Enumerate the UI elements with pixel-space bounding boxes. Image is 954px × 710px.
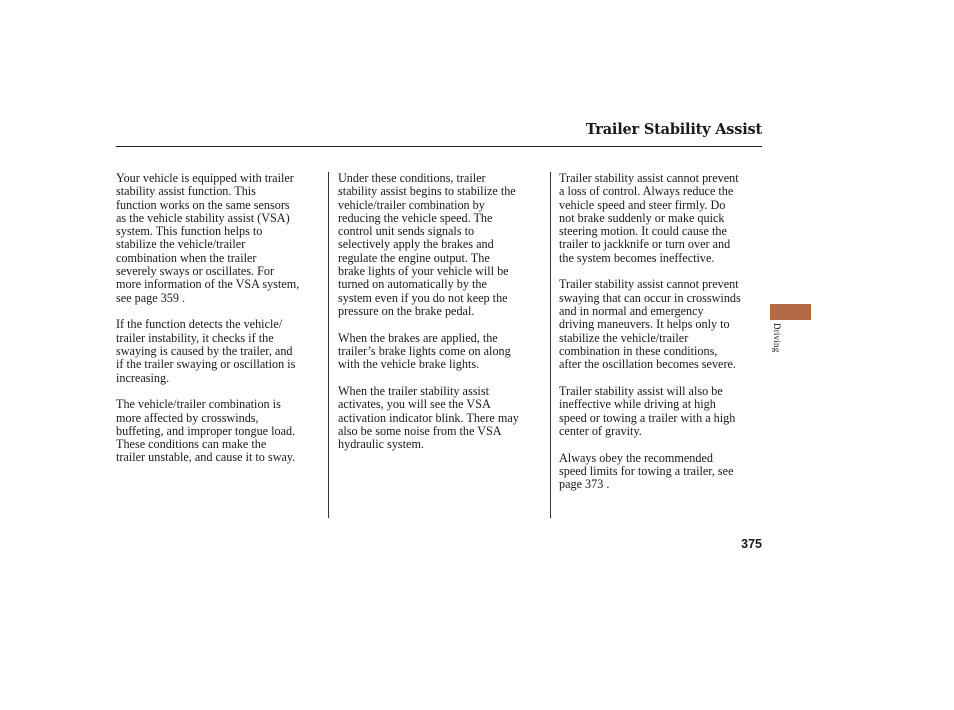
- page-title: Trailer Stability Assist: [585, 121, 762, 138]
- column-divider: [550, 172, 551, 518]
- section-label: Driving: [772, 323, 782, 353]
- text-column-3: [559, 172, 767, 505]
- text-column-2: [338, 172, 546, 465]
- text-column-1: [116, 172, 324, 478]
- paragraph: Trailer stability assist cannot prevent a loss of control. Always reduce the vehicle speed and steer firmly. Do not brake suddenly or make quick steering motion. It could cause the trailer to jackknife or turn over and the system becomes ineffective.: [559, 171, 739, 265]
- column-divider: [328, 172, 329, 518]
- paragraph: Under these conditions, trailer stability assist begins to stabilize the vehicle/trailer combination by reducing the vehicle speed. The control unit sends signals to selectively apply the brakes and regulate the engine output. The brake lights of your vehicle will be turned on automatically by the system even if you do not keep the pressure on the brake pedal.: [338, 171, 516, 318]
- section-tab-marker: [770, 304, 811, 320]
- paragraph: Trailer stability assist cannot prevent swaying that can occur in crosswinds and in normal and emergency driving maneuvers. It helps only to stabilize the vehicle/trailer combination in these conditions, after the oscillation becomes severe.: [559, 277, 741, 372]
- title-divider: [116, 146, 762, 147]
- paragraph: When the trailer stability assist activates, you will see the VSA activation indicator blink. There may also be some noise from the VSA hydraulic system.: [338, 383, 519, 452]
- paragraph: When the brakes are applied, the trailer’s brake lights come on along with the vehicle brake lights.: [338, 330, 511, 372]
- paragraph: The vehicle/trailer combination is more affected by crosswinds, buffeting, and improper tongue load. These conditions can make the trailer unstable, and cause it to sway.: [116, 397, 296, 465]
- page-number: 375: [741, 537, 762, 551]
- paragraph: Always obey the recommended speed limits for towing a trailer, see page 373 .: [559, 450, 734, 492]
- paragraph: Your vehicle is equipped with trailer stability assist function. This function works on the same sensors as the vehicle stability assist (VSA) system. This function helps to stabilize the vehicle/trailer combination when the trailer severely sways or oscillates. For more information of the VSA system, see page 359 .: [116, 171, 300, 305]
- paragraph: If the function detects the vehicle/ trailer instability, it checks if the swaying is caused by the trailer, and if the trailer swaying or oscillation is increasing.: [116, 317, 296, 385]
- paragraph: Trailer stability assist will also be ineffective while driving at high speed or towing a trailer with a high center of gravity.: [559, 383, 736, 438]
